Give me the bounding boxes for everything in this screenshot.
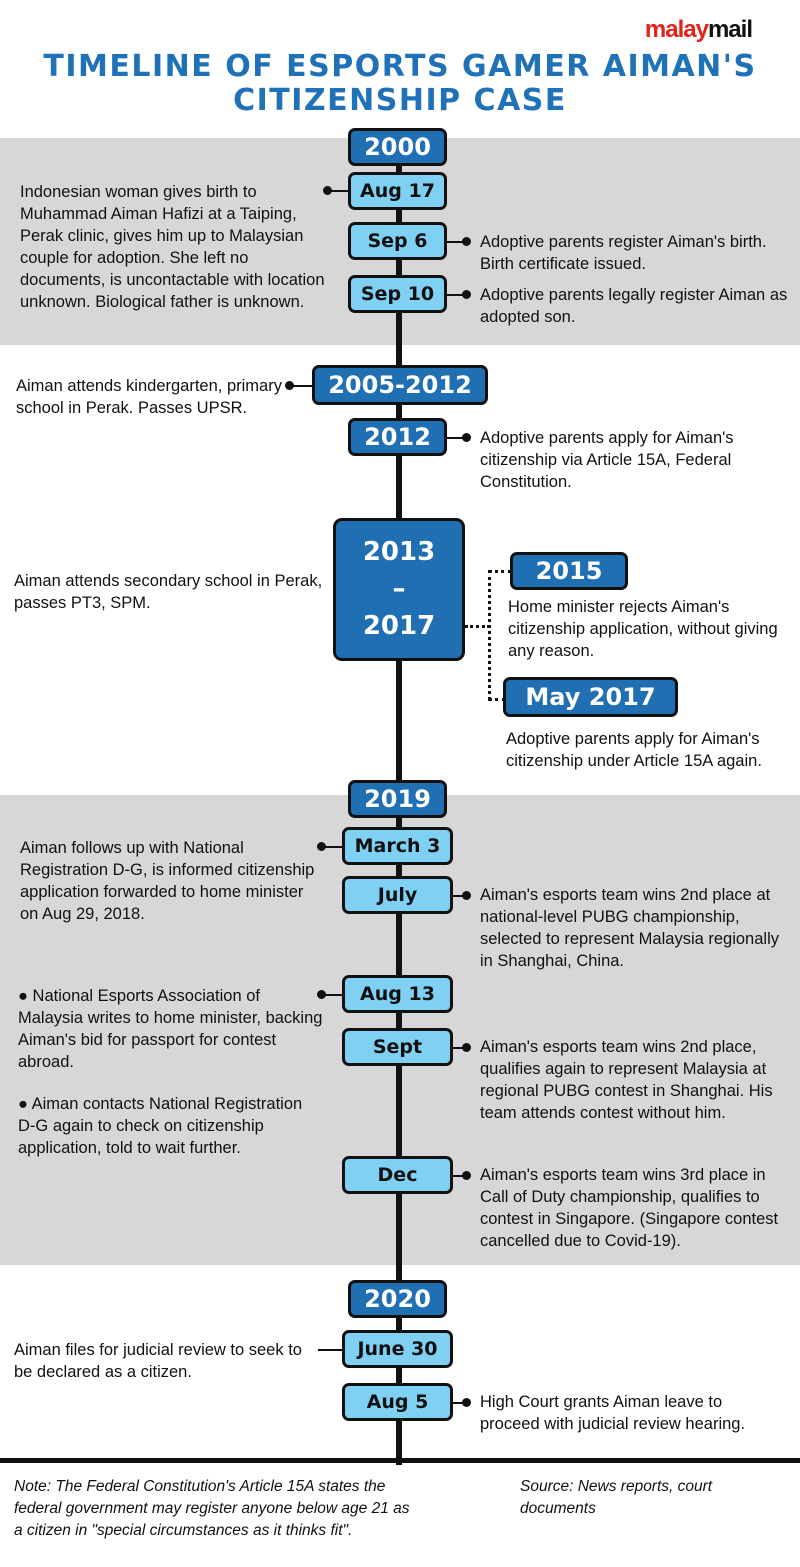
connector [322,994,344,996]
event-sep10: Adoptive parents legally register Aiman as adopted son. [480,286,788,326]
event-sept: Aiman's esports team wins 2nd place, qualifies again to represent Malaysia at regional PUBG contest in Shanghai. His team attends contest without him. [480,1038,773,1122]
connector-dot [462,290,471,299]
year-2013-2017: 2013 – 2017 [333,518,465,661]
event-2013-2017: Aiman attends secondary school in Perak, passes PT3, SPM. [14,572,323,612]
connector-dot [323,186,332,195]
year-2019: 2019 [348,780,447,818]
year-2015: 2015 [510,552,628,590]
event-march-3: Aiman follows up with National Registration D-G, is informed citizenship application forwarded to home minister on Aug 29, 2018. [20,839,315,923]
connector [290,385,314,387]
year-2012: 2012 [348,418,447,456]
event-july: Aiman's esports team wins 2nd place at national-level PUBG championship, selected to represent Malaysia regionally in Shanghai, China. [480,886,779,970]
event-aug13-b: ● Aiman contacts National Registration D-G again to check on citizenship application, told to wait further. [18,1095,303,1157]
year-may-2017: May 2017 [503,677,678,717]
malaymail-logo: malaymail [644,16,752,43]
date-aug5: Aug 5 [342,1383,453,1421]
year-2000: 2000 [348,128,447,166]
event-2015: Home minister rejects Aiman's citizenship application, without giving any reason. [508,598,778,660]
connector [318,1349,344,1351]
connector-dot [462,891,471,900]
event-dec: Aiman's esports team wins 3rd place in Call of Duty championship, qualifies to contest in Singapore. (Singapore contest cancelled due to Covid-19). [480,1166,779,1250]
footer-rule [0,1458,800,1463]
dotted-connector [488,570,491,700]
date-sept: Sept [342,1028,453,1066]
event-aug5: High Court grants Aiman leave to proceed with judicial review hearing. [480,1393,746,1433]
connector-dot [462,433,471,442]
event-aug17: Indonesian woman gives birth to Muhammad Aiman Hafizi at a Taiping, Perak clinic, gives him up to Malaysian couple for adoption. She left no documents, is uncontactable with location unknown. Biological father is unknown. [20,183,325,311]
date-aug13: Aug 13 [342,975,453,1013]
connector-dot [462,1398,471,1407]
connector-dot [462,237,471,246]
date-sep10: Sep 10 [348,275,447,313]
event-aug13-a: ● National Esports Association of Malaysia writes to home minister, backing Aiman's bid for passport for contest abroad. [18,987,323,1071]
event-may-2017: Adoptive parents apply for Aiman's citizenship under Article 15A again. [506,730,762,770]
connector-dot [462,1043,471,1052]
event-2012: Adoptive parents apply for Aiman's citizenship via Article 15A, Federal Constitution. [480,429,734,491]
date-dec: Dec [342,1156,453,1194]
year-2020: 2020 [348,1280,447,1318]
event-sep6: Adoptive parents register Aiman's birth. Birth certificate issued. [480,233,767,273]
connector [322,846,344,848]
event-2005-2012: Aiman attends kindergarten, primary school in Perak. Passes UPSR. [16,377,282,417]
page-title: TIMELINE OF ESPORTS GAMER AIMAN'S CITIZENSHIP CASE [43,49,757,118]
date-march-3: March 3 [342,827,453,865]
dotted-connector [465,625,490,628]
footer-source: Source: News reports, court documents [520,1478,713,1517]
footer-note: Note: The Federal Constitution's Article 15A states the federal government may register anyone below age 21 as a citizen in "special circumstances as it thinks fit". [14,1478,410,1539]
connector-dot [462,1171,471,1180]
date-sep6: Sep 6 [348,222,447,260]
event-june-30: Aiman files for judicial review to seek to be declared as a citizen. [14,1341,302,1381]
date-july: July [342,876,453,914]
year-2005-2012: 2005-2012 [312,365,488,405]
date-june-30: June 30 [342,1330,453,1368]
dotted-connector [488,570,512,573]
date-aug17: Aug 17 [348,172,447,210]
